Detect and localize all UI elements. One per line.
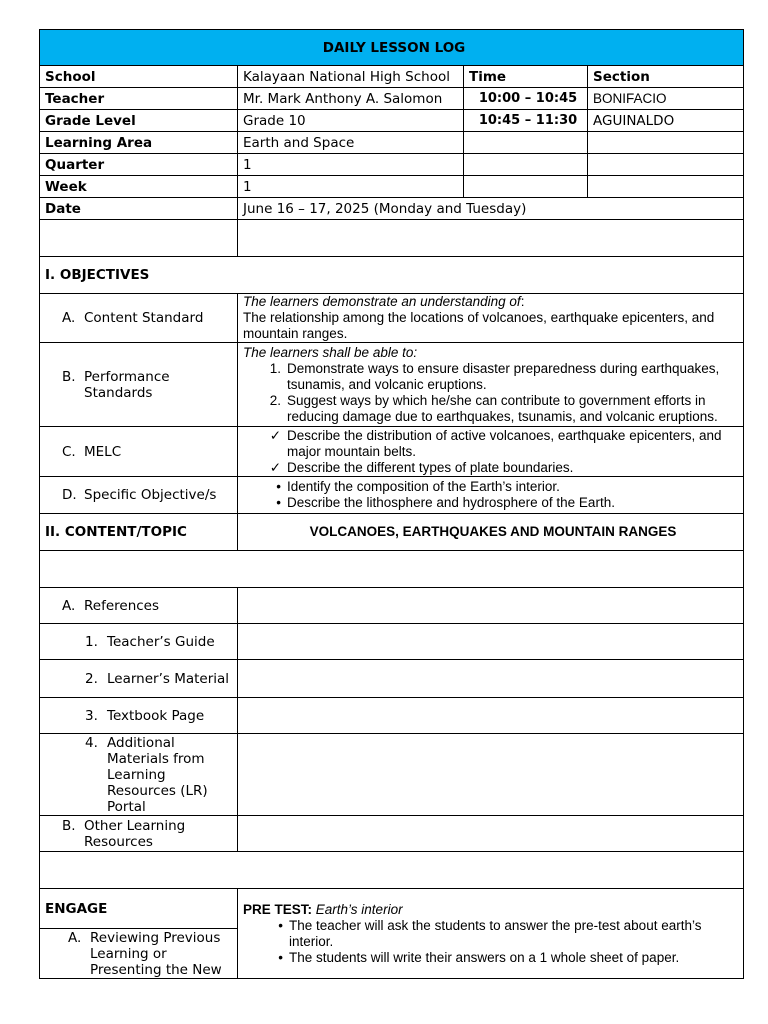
spacer-row: [40, 551, 744, 588]
spacer-row: [40, 220, 744, 257]
content-standard-intro: The learners demonstrate an understanding of: [243, 294, 521, 309]
engage-activity: [238, 889, 744, 979]
info-row-quarter: [40, 154, 744, 176]
list-marker: 4.: [85, 734, 98, 751]
objectives-heading: I. OBJECTIVES: [40, 257, 744, 294]
info-row-week: [40, 176, 744, 198]
list-item: ✓ Describe the different types of plate boundaries.: [243, 460, 743, 476]
pretest-topic: Earth’s interior: [315, 901, 403, 917]
list-marker: A.: [68, 929, 82, 946]
list-item: • Identify the composition of the Earth’s interior.: [243, 479, 743, 495]
list-item: 1. Demonstrate ways to ensure disaster preparedness during earthquakes, tsunamis, and volcanic eruptions.: [269, 360, 720, 392]
info-row-school: [40, 66, 744, 88]
melc-label: MELC: [84, 443, 122, 460]
learning-area-label: Learning Area: [40, 132, 238, 154]
specific-objectives-label: Specific Objective/s: [84, 487, 217, 503]
week-label: Week: [40, 176, 238, 198]
date-label: Date: [40, 198, 238, 220]
content-standard-label: Content Standard: [84, 310, 204, 326]
bullet-icon: •: [276, 495, 281, 510]
daily-lesson-log-table: [39, 29, 744, 979]
school-label: School: [40, 66, 238, 88]
title-row: [40, 30, 744, 66]
other-resources-label: Other Learning Resources: [84, 817, 186, 850]
learners-material-label: Learner’s Material: [107, 670, 230, 687]
week-value: 1: [238, 176, 464, 198]
engage-heading-row: [40, 889, 744, 929]
performance-standards-label: Performance Standards: [84, 368, 170, 401]
bullet-icon: •: [276, 479, 281, 494]
performance-standards-list: [243, 361, 743, 425]
list-marker: A.: [62, 310, 76, 326]
list-marker: A.: [62, 597, 76, 614]
grade-level-label: Grade Level: [40, 110, 238, 132]
list-item: • The students will write their answers on a 1 whole sheet of paper.: [243, 950, 743, 966]
info-row-teacher: [40, 88, 744, 110]
learners-material-row: [40, 660, 744, 698]
time-slot-1: 10:00 – 10:45: [464, 88, 588, 110]
objectives-heading-row: [40, 257, 744, 294]
list-item: 2. Suggest ways by which he/she can contribute to government efforts in reducing damage due to earthquakes, tsunamis, and volcanic eruptions.: [269, 392, 718, 424]
engage-heading: ENGAGE: [40, 889, 238, 929]
teacher-value: Mr. Mark Anthony A. Salomon: [238, 88, 464, 110]
info-row-date: [40, 198, 744, 220]
melc-list: [243, 428, 743, 476]
references-row: [40, 588, 744, 624]
list-marker: 3.: [85, 707, 98, 724]
list-marker: C.: [62, 443, 76, 460]
content-topic-value: VOLCANOES, EARTHQUAKES AND MOUNTAIN RANGES: [238, 514, 744, 551]
list-marker: B.: [62, 817, 76, 834]
list-marker: 1.: [85, 633, 98, 650]
performance-standards-row: [40, 343, 744, 427]
other-resources-row: [40, 816, 744, 852]
content-standard-text: The relationship among the locations of volcanoes, earthquake epicenters, and mountain ranges.: [243, 310, 715, 341]
list-marker: D.: [62, 487, 77, 503]
performance-standards-intro: The learners shall be able to:: [243, 344, 418, 360]
content-standard-row: A. Content Standard The learners demonstrate an understanding of: The relationship among the locations of volcanoes, earthquake epicenters, and mountain ranges.: [40, 294, 744, 343]
time-header: Time: [464, 66, 588, 88]
document-title: DAILY LESSON LOG: [40, 30, 744, 66]
date-value: June 16 – 17, 2025 (Monday and Tuesday): [238, 198, 744, 220]
specific-objectives-row: [40, 477, 744, 514]
spacer-row: [40, 852, 744, 889]
checkmark-icon: ✓: [269, 427, 281, 443]
reviewing-previous-label: Reviewing Previous Learning or Presenting the New: [90, 929, 222, 978]
lr-portal-row: [40, 734, 744, 816]
bullet-icon: •: [278, 917, 283, 933]
info-row-area: [40, 132, 744, 154]
info-row-grade: [40, 110, 744, 132]
quarter-value: 1: [238, 154, 464, 176]
list-item: • The teacher will ask the students to answer the pre-test about earth’s interior.: [243, 918, 743, 950]
content-topic-row: [40, 514, 744, 551]
quarter-label: Quarter: [40, 154, 238, 176]
school-value: Kalayaan National High School: [238, 66, 464, 88]
teachers-guide-label: Teacher’s Guide: [107, 633, 215, 650]
time-slot-2: 10:45 – 11:30: [464, 110, 588, 132]
textbook-page-row: [40, 698, 744, 734]
melc-row: [40, 427, 744, 477]
checkmark-icon: ✓: [269, 459, 281, 475]
section-header: Section: [588, 66, 744, 88]
specific-objectives-list: [243, 479, 743, 511]
references-label: References: [84, 597, 160, 614]
list-marker: B.: [62, 368, 76, 385]
teacher-label: Teacher: [40, 88, 238, 110]
content-topic-heading: II. CONTENT/TOPIC: [40, 514, 238, 551]
lr-portal-label: Additional Materials from Learning Resources (LR) Portal: [107, 734, 208, 815]
teachers-guide-row: [40, 624, 744, 660]
pretest-label: PRE TEST:: [243, 901, 313, 917]
bullet-icon: •: [278, 949, 283, 965]
learning-area-value: Earth and Space: [238, 132, 464, 154]
list-item: • Describe the lithosphere and hydrosphere of the Earth.: [243, 495, 743, 511]
textbook-page-label: Textbook Page: [107, 707, 205, 724]
list-marker: 2.: [85, 670, 98, 687]
engage-list: [243, 918, 743, 966]
grade-level-value: Grade 10: [238, 110, 464, 132]
section-1: BONIFACIO: [588, 88, 744, 110]
section-2: AGUINALDO: [588, 110, 744, 132]
list-item: ✓ Describe the distribution of active volcanoes, earthquake epicenters, and major mountain belts.: [243, 428, 743, 460]
